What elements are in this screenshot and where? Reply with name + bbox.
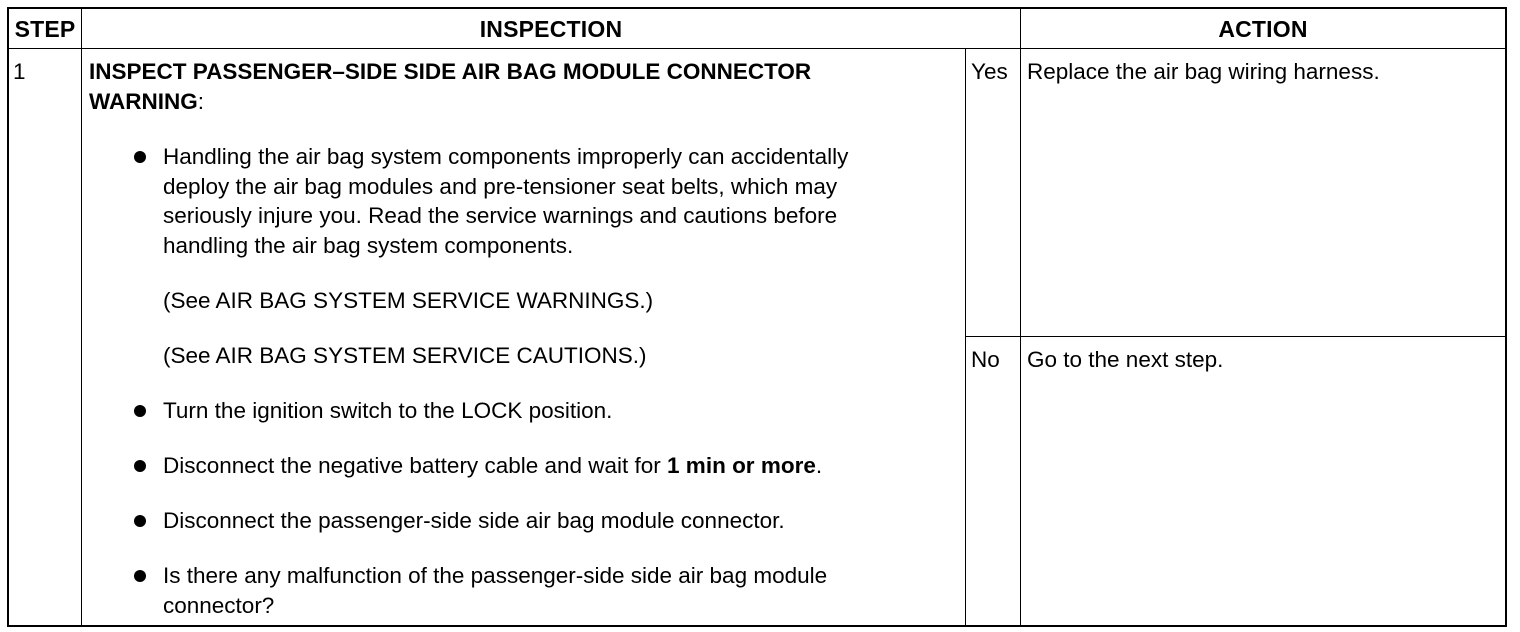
answer-no-action: Go to the next step.	[1027, 347, 1224, 372]
inspection-title: INSPECT PASSENGER–SIDE SIDE AIR BAG MODULE CONNECTOR	[89, 59, 812, 84]
bullet-icon	[134, 570, 146, 582]
column-divider-action	[1020, 9, 1021, 625]
bullet-1-line-3: seriously injure you. Read the service warnings and cautions before	[163, 203, 838, 228]
bullet-3-period: .	[815, 453, 823, 478]
warning-label-text: WARNING	[89, 89, 198, 114]
step-number: 1	[13, 59, 26, 84]
service-warnings-reference: (See AIR BAG SYSTEM SERVICE WARNINGS.)	[163, 288, 654, 313]
bullet-1-line-4: handling the air bag system components.	[163, 233, 574, 258]
bullet-1-line-2: deploy the air bag modules and pre-tensioner seat belts, which may	[163, 174, 838, 199]
bullet-3-duration: 1 min or more	[667, 453, 816, 478]
column-divider-step	[81, 9, 82, 625]
bullet-1-line-1: Handling the air bag system components improperly can accidentally	[163, 144, 849, 169]
bullet-icon	[134, 515, 146, 527]
bullet-5-line-1: Is there any malfunction of the passenger-side side air bag module	[163, 563, 828, 588]
bullet-5-line-2: connector?	[163, 593, 275, 618]
bullet-3	[163, 451, 822, 481]
header-inspection: INSPECTION	[479, 15, 623, 42]
header-action: ACTION	[1218, 15, 1308, 42]
bullet-2: Turn the ignition switch to the LOCK position.	[163, 398, 613, 423]
answer-no-label: No	[971, 347, 1000, 372]
answer-yes-action: Replace the air bag wiring harness.	[1027, 59, 1380, 84]
bullet-icon	[134, 405, 146, 417]
header-step: STEP	[14, 15, 76, 42]
bullet-4: Disconnect the passenger-side side air bag module connector.	[163, 508, 785, 533]
answer-row-divider	[965, 336, 1505, 337]
warning-label-colon: :	[197, 89, 205, 114]
warning-label	[89, 87, 204, 117]
answer-yes-label: Yes	[971, 59, 1008, 84]
bullet-3-text: Disconnect the negative battery cable and wait for	[163, 453, 668, 478]
bullet-icon	[134, 460, 146, 472]
service-cautions-reference: (See AIR BAG SYSTEM SERVICE CAUTIONS.)	[163, 343, 647, 368]
bullet-icon	[134, 151, 146, 163]
